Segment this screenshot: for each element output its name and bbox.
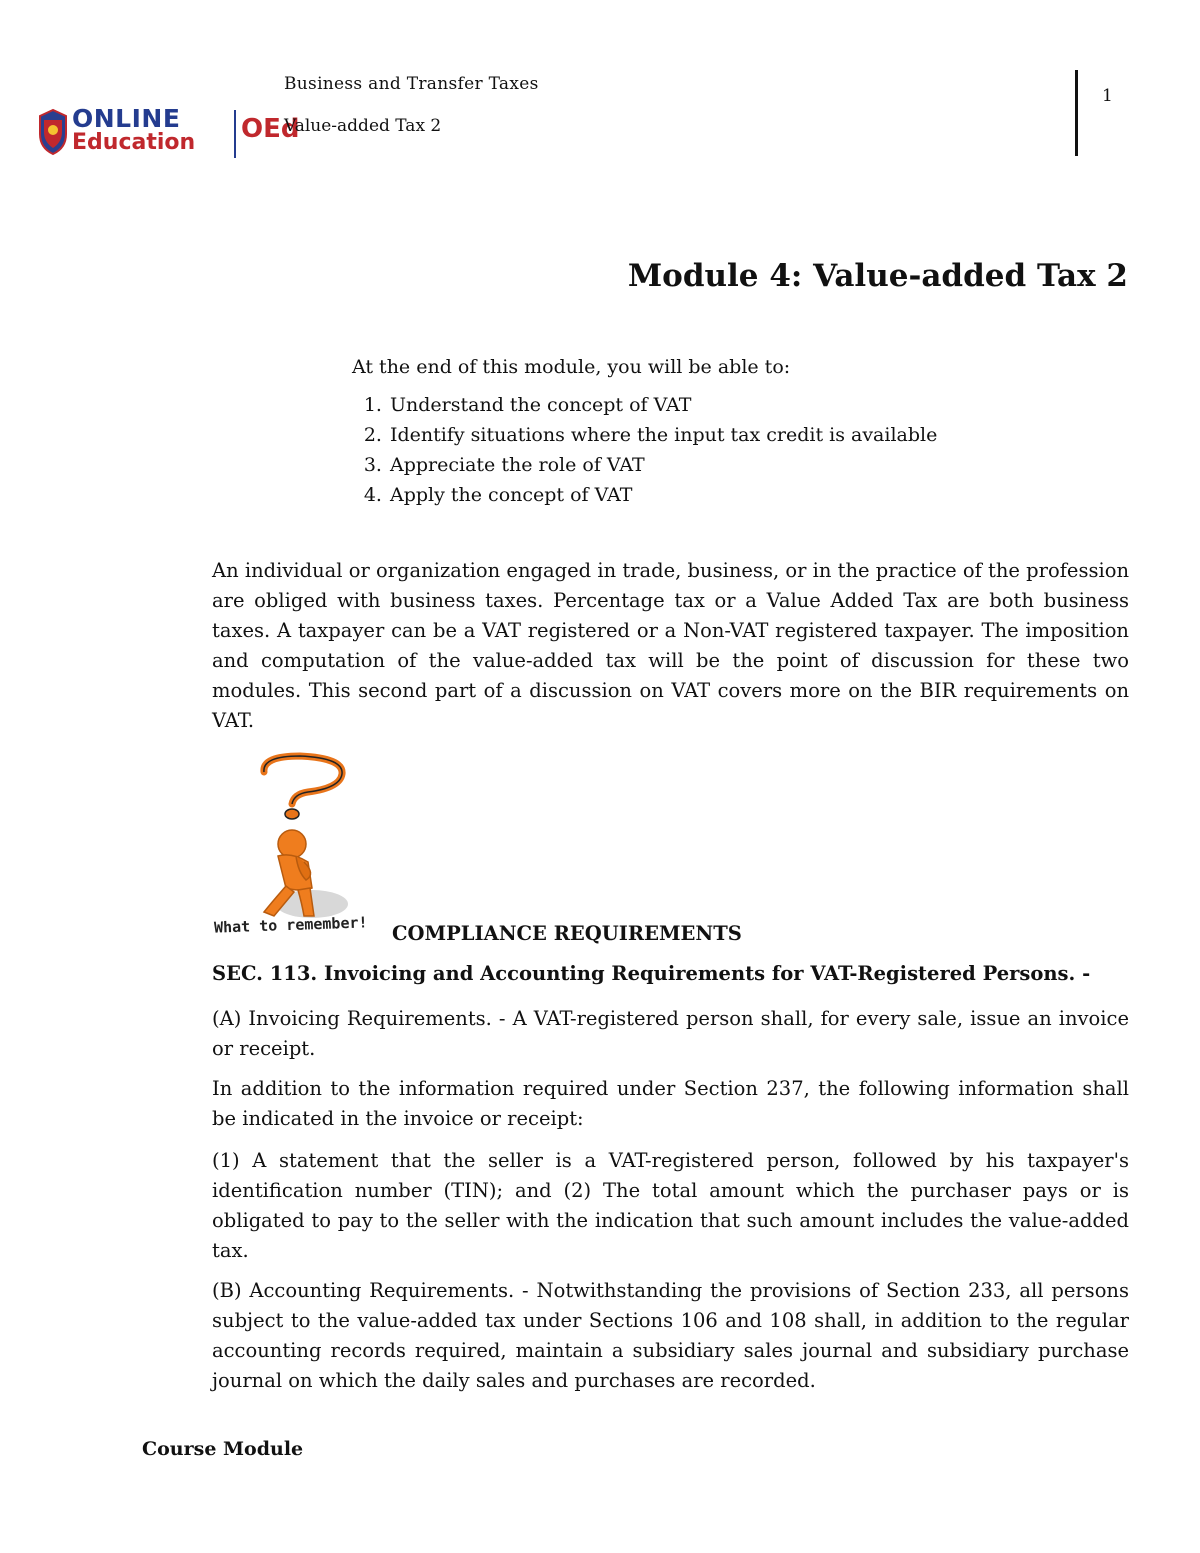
what-to-remember-figure	[212, 752, 382, 944]
footer-label: Course Module	[142, 1438, 304, 1460]
objective-item: 4. Apply the concept of VAT	[388, 480, 1052, 510]
header-divider	[1075, 70, 1078, 156]
shield-icon	[38, 108, 68, 156]
logo-education-text: Education	[72, 130, 196, 155]
objective-item: 2. Identify situations where the input tax credit is available	[388, 420, 1052, 450]
learning-objectives	[352, 356, 1052, 510]
figure-caption: What to remember!	[213, 913, 368, 937]
header-module-subtitle: Value-added Tax 2	[284, 116, 442, 136]
objectives-list	[352, 390, 1052, 510]
intro-paragraph: An individual or organization engaged in trade, business, or in the practice of the profession are obliged with business taxes. Percentage tax or a Value Added Tax are both business taxes. A taxpayer can be a VAT registered or a Non-VAT registered taxpayer. The imposition and computation of the value-added tax will be the point of discussion for these two modules. This second part of a discussion on VAT covers more on the BIR requirements on VAT.	[212, 559, 1129, 732]
online-education-logo	[38, 104, 300, 162]
thinking-person-icon	[212, 752, 382, 922]
objectives-intro: At the end of this module, you will be able to:	[352, 356, 791, 378]
section-subheading: SEC. 113. Invoicing and Accounting Requirements for VAT-Registered Persons. -	[212, 962, 1091, 985]
page-number: 1	[1102, 86, 1113, 106]
logo-oed-text: OEd	[241, 114, 300, 144]
logo-online-text: ONLINE	[72, 104, 181, 133]
header-course-title: Business and Transfer Taxes	[284, 74, 539, 94]
logo-separator	[234, 110, 236, 158]
objective-item: 3. Appreciate the role of VAT	[388, 450, 1052, 480]
paragraph-accounting: (B) Accounting Requirements. - Notwithstanding the provisions of Section 233, all persons subject to the value-added tax under Sections 106 and 108 shall, in addition to the regular accounting records required, maintain a subsidiary sales journal and subsidiary purchase journal on which the daily sales and purchases are recorded.	[212, 1279, 1129, 1392]
paragraph-statement: (1) A statement that the seller is a VAT-registered person, followed by his taxpayer's identification number (TIN); and (2) The total amount which the purchaser pays or is obligated to pay to the seller with the indication that such amount includes the value-added tax.	[212, 1149, 1129, 1262]
paragraph-invoicing: (A) Invoicing Requirements. - A VAT-registered person shall, for every sale, issue an invoice or receipt.	[212, 1007, 1129, 1060]
page-title: Module 4: Value-added Tax 2	[627, 258, 1128, 294]
section-heading: COMPLIANCE REQUIREMENTS	[392, 922, 742, 945]
objective-item: 1. Understand the concept of VAT	[388, 390, 1052, 420]
paragraph-information: In addition to the information required under Section 237, the following information shall be indicated in the invoice or receipt:	[212, 1077, 1129, 1130]
